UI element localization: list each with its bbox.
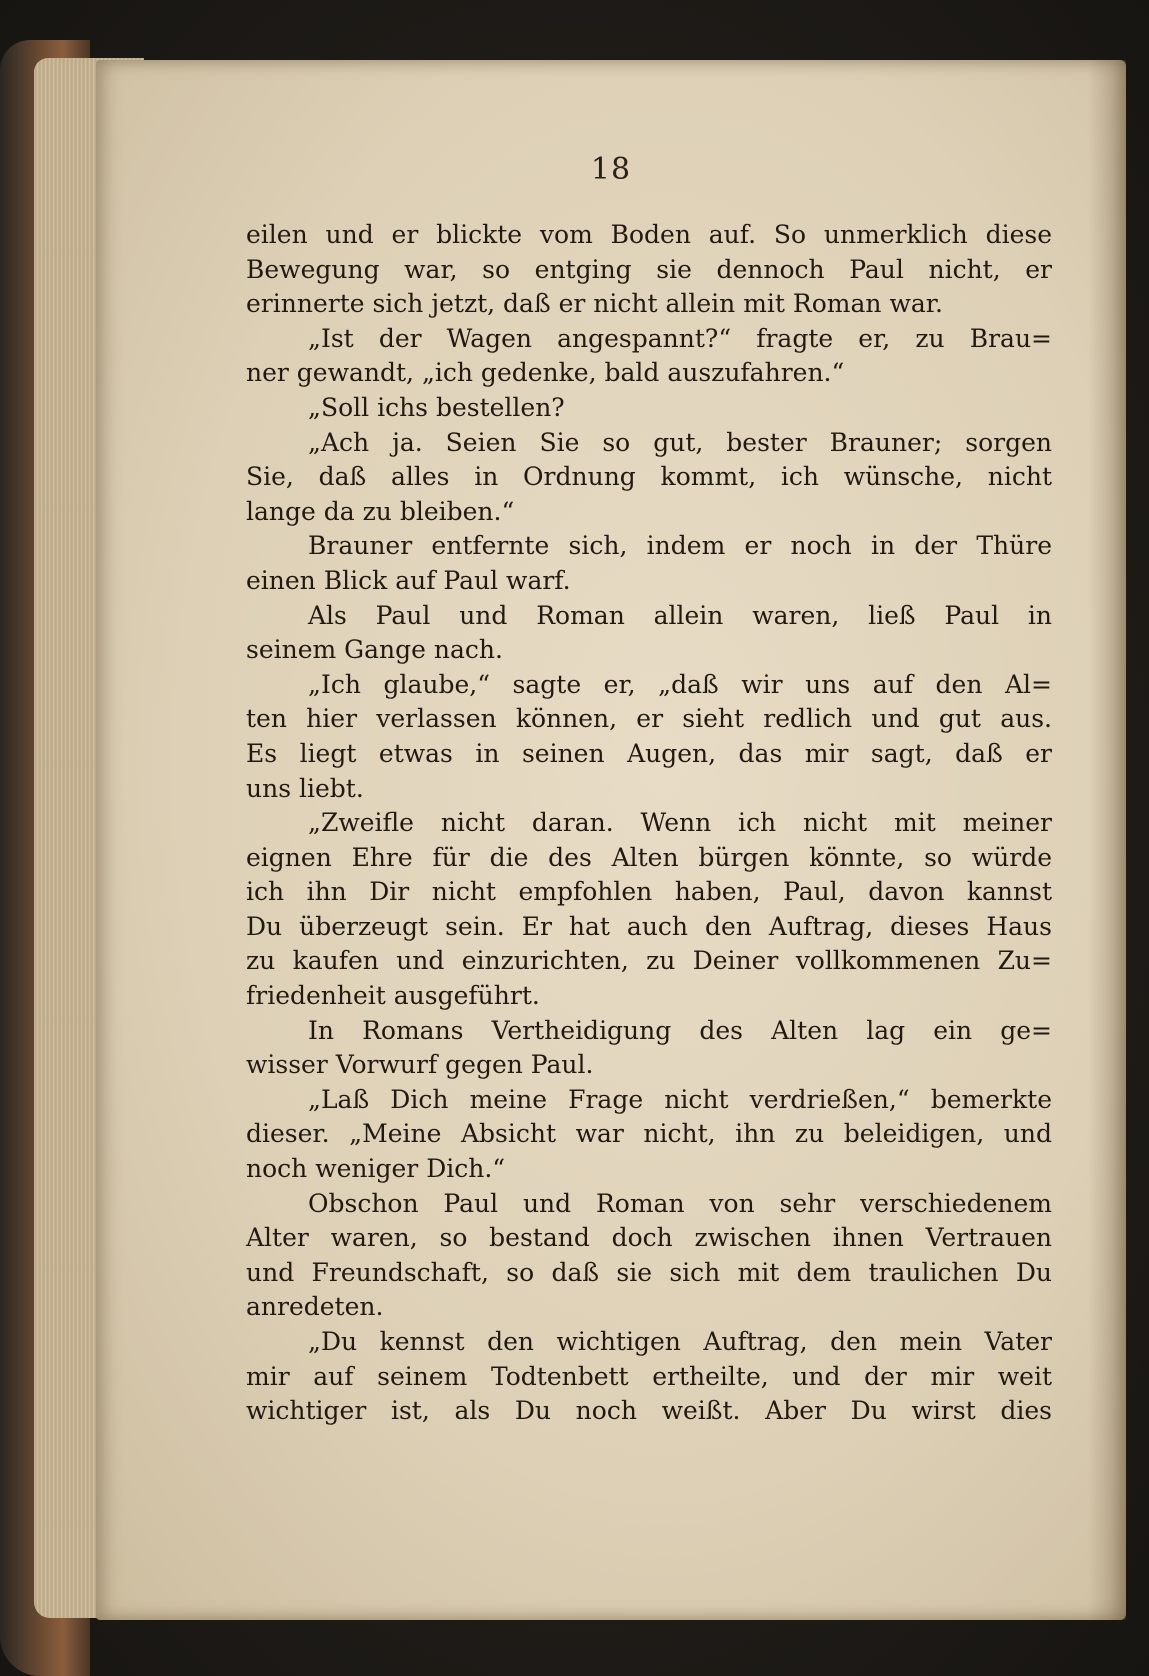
text-line: dieser. „Meine Absicht war nicht, ihn zu beleidigen, und [246,1119,1052,1149]
text-line: eignen Ehre für die des Alten bürgen könnte, so würde [246,842,1052,872]
text-line: seinem Gange nach. [246,635,503,665]
text-line: Es liegt etwas in seinen Augen, das mir sagt, daß er [246,738,1052,768]
text-line: wisser Vorwurf gegen Paul. [246,1050,594,1080]
text-line: Sie, daß alles in Ordnung kommt, ich wünsche, nicht [246,462,1052,492]
text-line: „Ach ja. Seien Sie so gut, bester Brauner; sorgen [308,427,1052,457]
text-line: noch weniger Dich.“ [246,1154,506,1184]
book-page [96,60,1126,1620]
text-line: und Freundschaft, so daß sie sich mit dem traulichen Du [246,1257,1052,1287]
page-number: 18 [590,152,632,187]
text-line: „Ist der Wagen angespannt?“ fragte er, zu Brau= [308,323,1052,353]
text-line: mir auf seinem Todtenbett ertheilte, und der mir weit [246,1361,1052,1391]
text-line: erinnerte sich jetzt, daß er nicht allein mit Roman war. [246,289,943,319]
text-line: uns liebt. [246,773,364,803]
body-text [246,218,1052,1429]
text-line: anredeten. [246,1292,384,1322]
page-gutter-shadow [1088,60,1126,1620]
text-line: „Zweifle nicht daran. Wenn ich nicht mit meiner [308,808,1052,838]
text-line: „Ich glaube,“ sagte er, „daß wir uns auf den Al= [308,669,1052,699]
text-line: Als Paul und Roman allein waren, ließ Paul in [308,600,1052,630]
text-line: In Romans Vertheidigung des Alten lag ein ge= [308,1015,1052,1045]
text-line: ner gewandt, „ich gedenke, bald auszufahren.“ [246,358,845,388]
text-line: friedenheit ausgeführt. [246,981,540,1011]
text-line: Bewegung war, so entging sie dennoch Paul nicht, er [246,254,1052,284]
text-line: „Laß Dich meine Frage nicht verdrießen,“ bemerkte [308,1084,1052,1114]
text-line: einen Blick auf Paul warf. [246,565,571,595]
text-line: wichtiger ist, als Du noch weißt. Aber Du wirst dies [246,1396,1052,1426]
text-line: lange da zu bleiben.“ [246,496,515,526]
text-line: Obschon Paul und Roman von sehr verschiedenem [308,1188,1052,1218]
text-line: eilen und er blickte vom Boden auf. So unmerklich diese [246,220,1052,249]
text-line: Du überzeugt sein. Er hat auch den Auftrag, dieses Haus [246,911,1052,941]
text-line: ten hier verlassen können, er sieht redlich und gut aus. [246,704,1052,734]
text-line: ich ihn Dir nicht empfohlen haben, Paul, davon kannst [246,877,1052,907]
text-line: „Soll ichs bestellen? [308,392,565,422]
text-line: zu kaufen und einzurichten, zu Deiner vollkommenen Zu= [246,946,1052,976]
text-line: Brauner entfernte sich, indem er noch in der Thüre [308,531,1052,561]
text-line: „Du kennst den wichtigen Auftrag, den mein Vater [308,1327,1052,1356]
text-line: Alter waren, so bestand doch zwischen ihnen Vertrauen [246,1223,1052,1253]
